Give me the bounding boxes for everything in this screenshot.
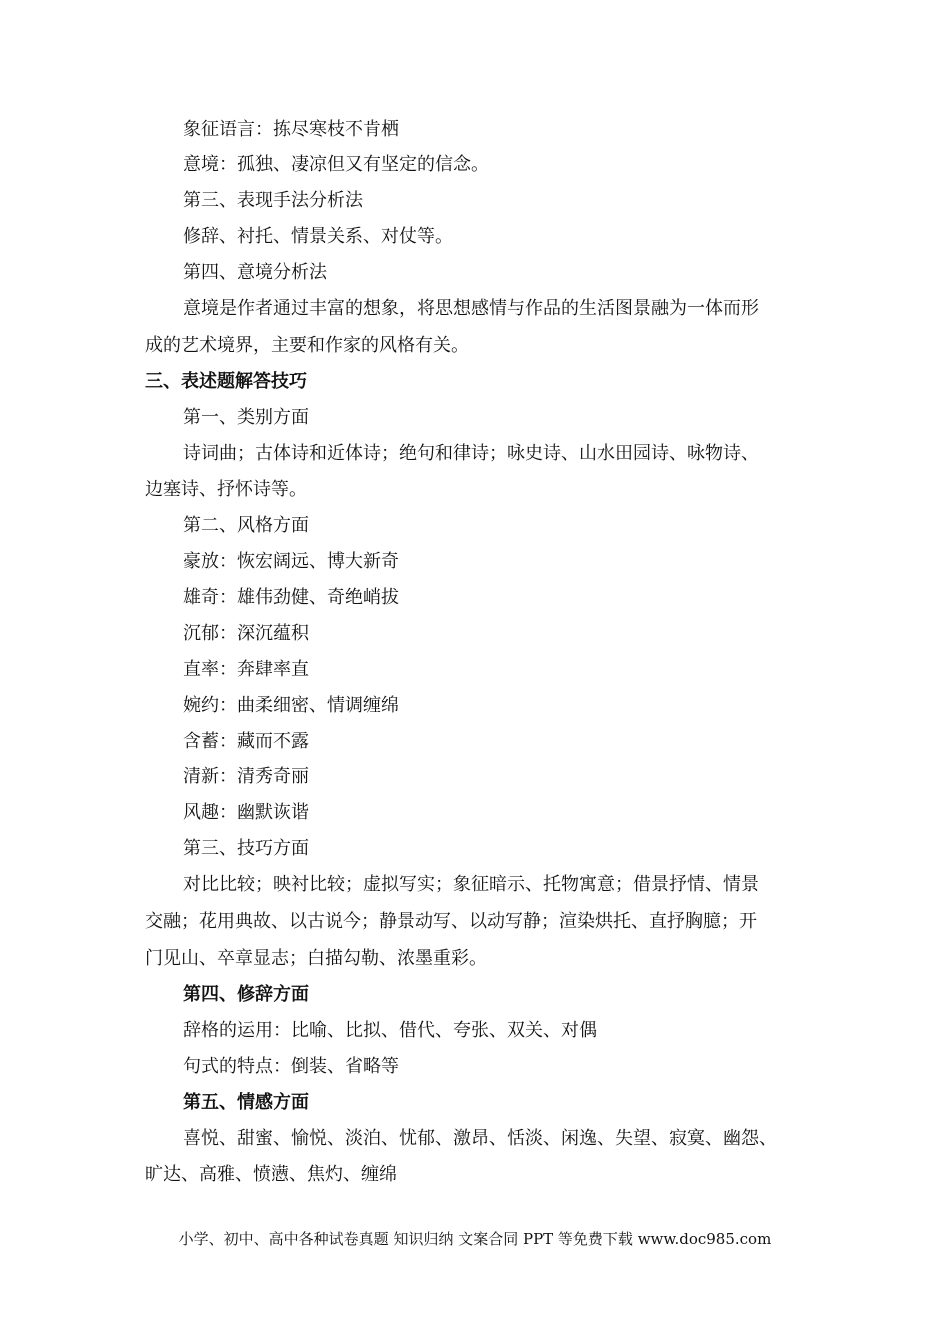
subheading: 第五、情感方面 xyxy=(183,1092,309,1113)
text-line: 句式的特点：倒装、省略等 xyxy=(183,1056,399,1077)
text-line: 婉约：曲柔细密、情调缠绵 xyxy=(183,695,399,716)
paragraph-line: 边塞诗、抒怀诗等。 xyxy=(145,479,307,500)
text-line: 豪放：恢宏阔远、博大新奇 xyxy=(183,551,399,572)
paragraph-line: 喜悦、甜蜜、愉悦、淡泊、忧郁、激昂、恬淡、闲逸、失望、寂寞、幽怨、 xyxy=(183,1128,777,1149)
section-heading: 三、表述题解答技巧 xyxy=(145,371,307,392)
text-line: 直率：奔肆率直 xyxy=(183,659,309,680)
text-line: 第一、类别方面 xyxy=(183,407,309,428)
paragraph-line: 意境是作者通过丰富的想象，将思想感情与作品的生活图景融为一体而形 xyxy=(183,298,759,319)
paragraph-line: 交融；花用典故、以古说今；静景动写、以动写静；渲染烘托、直抒胸臆；开 xyxy=(145,911,757,932)
paragraph-line: 成的艺术境界，主要和作家的风格有关。 xyxy=(145,335,469,356)
text-line: 修辞、衬托、情景关系、对仗等。 xyxy=(183,226,453,247)
paragraph-line: 旷达、高雅、愤懑、焦灼、缠绵 xyxy=(145,1164,397,1185)
text-line: 雄奇：雄伟劲健、奇绝峭拔 xyxy=(183,587,399,608)
subheading: 第四、修辞方面 xyxy=(183,984,309,1005)
text-line: 意境：孤独、凄凉但又有坚定的信念。 xyxy=(183,154,489,175)
text-line: 清新：清秀奇丽 xyxy=(183,766,309,787)
text-line: 含蓄：藏而不露 xyxy=(183,731,309,752)
text-line: 沉郁：深沉蕴积 xyxy=(183,623,309,644)
text-line: 辞格的运用：比喻、比拟、借代、夸张、双关、对偶 xyxy=(183,1020,597,1041)
text-line: 第二、风格方面 xyxy=(183,515,309,536)
paragraph-line: 门见山、卒章显志；白描勾勒、浓墨重彩。 xyxy=(145,948,487,969)
page-footer: 小学、初中、高中各种试卷真题 知识归纳 文案合同 PPT 等免费下载 www.doc985.com xyxy=(178,1230,772,1248)
text-line: 风趣：幽默诙谐 xyxy=(183,802,309,823)
text-line: 第三、技巧方面 xyxy=(183,838,309,859)
paragraph-line: 对比比较；映衬比较；虚拟写实；象征暗示、托物寓意；借景抒情、情景 xyxy=(183,874,759,895)
paragraph-line: 诗词曲；古体诗和近体诗；绝句和律诗；咏史诗、山水田园诗、咏物诗、 xyxy=(183,443,759,464)
text-line: 第四、意境分析法 xyxy=(183,262,327,283)
text-line: 第三、表现手法分析法 xyxy=(183,190,363,211)
text-line: 象征语言：拣尽寒枝不肯栖 xyxy=(183,119,399,140)
